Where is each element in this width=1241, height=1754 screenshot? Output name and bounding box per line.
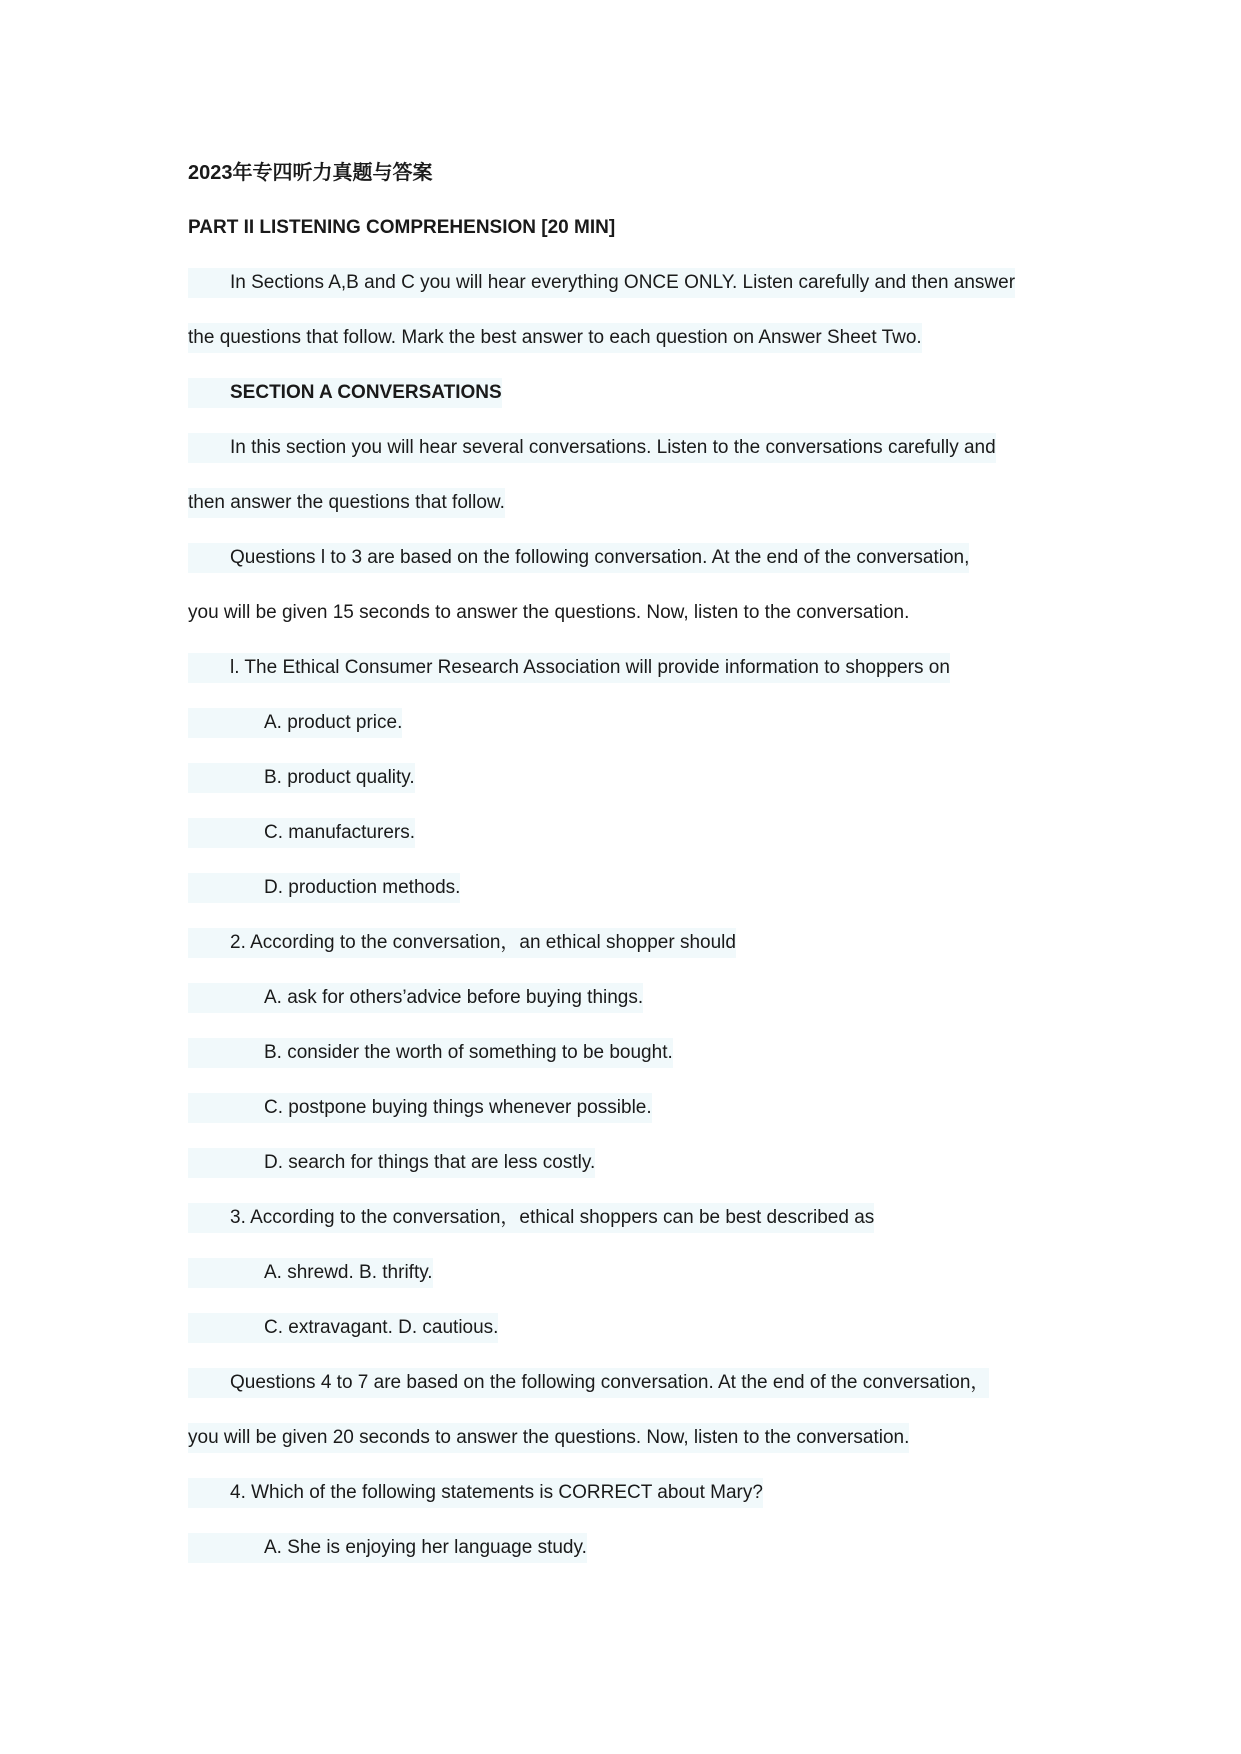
question-1-option-d: D. production methods. (188, 873, 460, 903)
group2-intro-line-1: Questions 4 to 7 are based on the following conversation. At the end of the conversation， (188, 1368, 989, 1398)
question-2-option-c: C. postpone buying things whenever possible. (188, 1093, 652, 1123)
document-title: 2023年专四听力真题与答案 (188, 162, 433, 184)
question-3-stem: 3. According to the conversation，ethical shoppers can be best described as (188, 1203, 874, 1233)
section-intro-line-2: then answer the questions that follow. (188, 488, 505, 518)
question-1-stem: l. The Ethical Consumer Research Association will provide information to shoppers on (188, 653, 950, 683)
group1-intro-line-2: you will be given 15 seconds to answer the questions. Now, listen to the conversation. (188, 602, 910, 623)
question-2-stem: 2. According to the conversation，an ethical shopper should (188, 928, 736, 958)
question-4-option-a: A. She is enjoying her language study. (188, 1533, 587, 1563)
question-2-option-d: D. search for things that are less costly. (188, 1148, 595, 1178)
question-4-stem: 4. Which of the following statements is CORRECT about Mary? (188, 1478, 763, 1508)
question-1-option-a: A. product price. (188, 708, 402, 738)
question-3-options-ab: A. shrewd. B. thrifty. (188, 1258, 433, 1288)
question-3-options-cd: C. extravagant. D. cautious. (188, 1313, 498, 1343)
group2-intro-line-2: you will be given 20 seconds to answer the questions. Now, listen to the conversation. (188, 1423, 909, 1453)
section-intro-line-1: In this section you will hear several conversations. Listen to the conversations carefully and (188, 433, 996, 463)
part-heading: PART II LISTENING COMPREHENSION [20 MIN] (188, 217, 616, 238)
question-2-option-b: B. consider the worth of something to be bought. (188, 1038, 673, 1068)
instructions-line-1: In Sections A,B and C you will hear everything ONCE ONLY. Listen carefully and then answer (188, 268, 1015, 298)
group1-intro-line-1: Questions l to 3 are based on the following conversation. At the end of the conversation, (188, 543, 969, 573)
question-2-option-a: A. ask for others’advice before buying things. (188, 983, 643, 1013)
question-1-option-b: B. product quality. (188, 763, 415, 793)
section-heading: SECTION A CONVERSATIONS (188, 378, 502, 408)
instructions-line-2: the questions that follow. Mark the best answer to each question on Answer Sheet Two. (188, 323, 922, 353)
question-1-option-c: C. manufacturers. (188, 818, 415, 848)
